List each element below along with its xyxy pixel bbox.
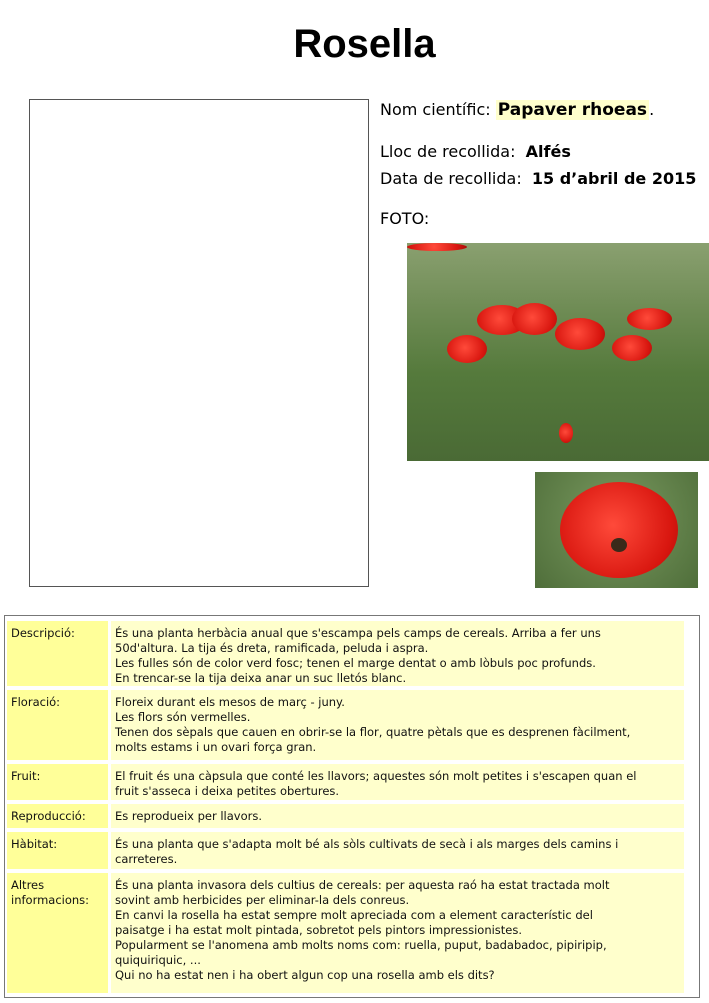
place-label: Lloc de recollida: xyxy=(380,142,516,161)
row-line: Les flors són vermelles. xyxy=(115,710,251,724)
row-line: molts estams i un ovari força gran. xyxy=(115,740,317,754)
row-line: En trencar-se la tija deixa anar un suc lletós blanc. xyxy=(115,671,407,685)
row-line: 50d'altura. La tija és dreta, ramificada, peluda i aspra. xyxy=(115,641,429,655)
row-line: És una planta herbàcia anual que s'escampa pels camps de cereals. Arriba a fer uns xyxy=(115,626,601,640)
row-value xyxy=(111,690,684,760)
place-value: Alfés xyxy=(525,142,571,161)
table-row xyxy=(7,764,684,800)
row-line: carreteres. xyxy=(115,852,178,866)
scientific-name xyxy=(380,100,654,120)
row-line: Popularment se l'anomena amb molts noms com: ruella, puput, badabadoc, pipiripip, xyxy=(115,938,607,952)
row-label: Descripció: xyxy=(7,621,108,686)
row-value xyxy=(111,764,684,800)
row-label: Reproducció: xyxy=(7,804,108,828)
row-value xyxy=(111,621,684,686)
collection-date xyxy=(380,169,696,188)
table-row xyxy=(7,621,684,686)
row-line: És una planta invasora dels cultius de cereals: per aquesta raó ha estat tractada molt xyxy=(115,878,610,892)
row-line: En canvi la rosella ha estat sempre molt apreciada com a element característic del xyxy=(115,908,593,922)
row-line: sovint amb herbicides per eliminar-la dels conreus. xyxy=(115,893,410,907)
specimen-frame xyxy=(29,99,369,587)
table-row xyxy=(7,832,684,869)
table-row xyxy=(7,690,684,760)
row-line: Es reprodueix per llavors. xyxy=(115,809,263,823)
row-line: És una planta que s'adapta molt bé als sòls cultivats de secà i als marges dels camins i xyxy=(115,837,619,851)
row-line: Tenen dos sèpals que cauen en obrir-se la flor, quatre pètals que es desprenen fàcilment, xyxy=(115,725,631,739)
page-title: Rosella xyxy=(293,22,436,66)
row-label: Fruit: xyxy=(7,764,108,800)
row-label: Floració: xyxy=(7,690,108,760)
date-label: Data de recollida: xyxy=(380,169,522,188)
collection-place xyxy=(380,142,571,161)
row-line: Floreix durant els mesos de març - juny. xyxy=(115,695,345,709)
sci-label: Nom científic: xyxy=(380,100,491,119)
table-row xyxy=(7,804,684,828)
row-line: quiquiriquic, ... xyxy=(115,953,201,967)
table-row xyxy=(7,873,684,993)
row-line: fruit s'asseca i deixa petites obertures. xyxy=(115,784,340,798)
row-value xyxy=(111,832,684,869)
sci-value: Papaver rhoeas xyxy=(497,100,648,120)
row-line: Qui no ha estat nen i ha obert algun cop una rosella amb els dits? xyxy=(115,968,495,982)
row-value xyxy=(111,873,684,993)
row-value xyxy=(111,804,684,828)
row-line: Les fulles són de color verd fosc; tenen el marge dentat o amb lòbuls poc profunds. xyxy=(115,656,596,670)
photo-label: FOTO: xyxy=(380,209,430,228)
row-line: paisatge i ha estat molt pintada, sobretot pels pintors impressionistes. xyxy=(115,923,523,937)
poppy-field-photo xyxy=(407,243,709,461)
row-label: Hàbitat: xyxy=(7,832,108,869)
date-value: 15 d’abril de 2015 xyxy=(531,169,697,188)
sci-end: . xyxy=(649,100,655,119)
poppy-closeup-photo xyxy=(535,472,698,588)
row-label: Altres informacions: xyxy=(7,873,108,993)
row-line: El fruit és una càpsula que conté les llavors; aquestes són molt petites i s'escapen quan el xyxy=(115,769,637,783)
